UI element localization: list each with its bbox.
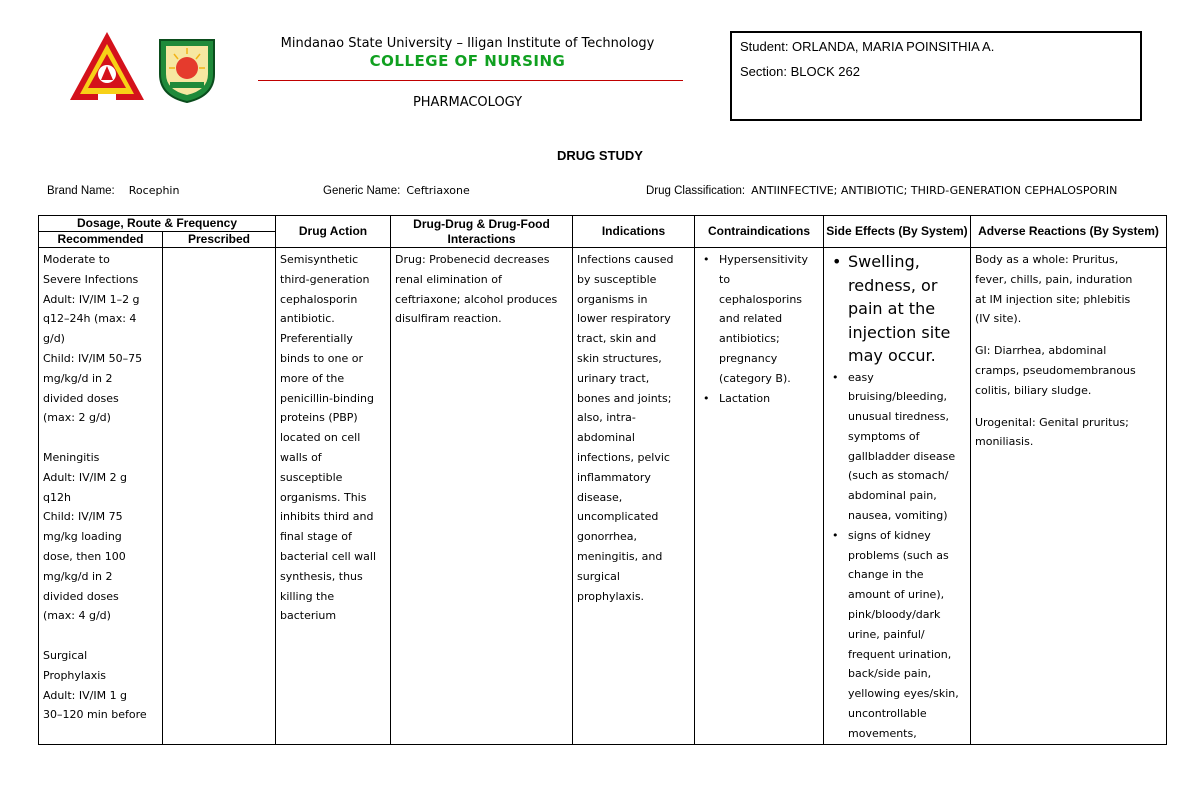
dose-group-surgical-prophylaxis [43, 646, 158, 725]
cell-recommended [39, 248, 163, 745]
student-name: Student: ORLANDA, MARIA POINSITHIA A. [740, 39, 995, 54]
student-info-box [730, 31, 1142, 121]
text-line: Moderate to [43, 253, 110, 266]
text-line: at IM injection site; phlebitis [975, 292, 1131, 306]
text-line: injection site [848, 322, 951, 342]
text-line: and related [719, 312, 783, 326]
subject-title: PHARMACOLOGY [412, 95, 523, 110]
text-line: (max: 4 g/d) [43, 609, 111, 623]
text-line: mg/kg/d in 2 [43, 371, 113, 385]
text-line: (IV site). [975, 312, 1022, 326]
header-interactions: Drug-Drug & Drug-Food Interactions [391, 216, 573, 248]
university-name: Mindanao State University – Iligan Institute of Technology [280, 36, 655, 51]
brand-label: Brand Name: [47, 185, 115, 197]
college-name: COLLEGE OF NURSING [369, 52, 566, 70]
header-contraindications: Contraindications [695, 216, 824, 248]
side-effect-injection-site [828, 250, 966, 368]
text-line: Prophylaxis [43, 668, 107, 682]
text-line: Severe Infections [43, 272, 139, 286]
adverse-gi [975, 341, 1162, 400]
text-line: change in the [848, 568, 924, 582]
text-line: bacterial cell wall [280, 549, 376, 563]
cell-side-effects [824, 248, 971, 745]
header-side-effects: Side Effects (By System) [824, 216, 971, 248]
text-line: pregnancy [719, 351, 778, 365]
class-value: ANTIINFECTIVE; ANTIBIOTIC; THIRD-GENERATION CEPHALOSPORIN [751, 184, 1118, 197]
text-line: divided doses [43, 391, 119, 405]
text-line: pink/bloody/dark [848, 608, 941, 622]
text-line: Child: IV/IM 50–75 [43, 351, 143, 365]
text-line: g/d) [43, 332, 65, 346]
text-line: problems (such as [848, 548, 949, 562]
text-line: lower respiratory [577, 312, 671, 326]
text-line: cramps, pseudomembranous [975, 363, 1136, 377]
text-line: Drug: Probenecid decreases [395, 253, 550, 266]
text-line: (max: 2 g/d) [43, 411, 111, 425]
text-line: Child: IV/IM 75 [43, 510, 123, 524]
msu-iit-logo [68, 30, 146, 104]
header-recommended: Recommended [39, 232, 163, 248]
text-line: (such as stomach/ [848, 469, 949, 483]
text-line: Adult: IV/IM 1–2 g [43, 292, 140, 306]
text-line: inhibits third and [280, 510, 374, 524]
text-line: uncomplicated [577, 510, 659, 524]
text-line: mg/kg loading [43, 530, 122, 544]
drug-classification [646, 184, 1117, 197]
text-line: divided doses [43, 589, 119, 603]
student-section: Section: BLOCK 262 [740, 64, 860, 79]
text-line: synthesis, thus [280, 569, 363, 583]
header-indications: Indications [573, 216, 695, 248]
side-effect-bleeding [828, 368, 966, 526]
text-line: walls of [280, 450, 322, 464]
text-line: Urogenital: Genital pruritus; [975, 415, 1129, 429]
text-line: mg/kg/d in 2 [43, 569, 113, 583]
text-line: bruising/bleeding, [848, 390, 948, 404]
text-line: fever, chills, pain, induration [975, 272, 1133, 286]
text-line: Adult: IV/IM 2 g [43, 470, 128, 484]
text-line: movements, [848, 726, 917, 740]
text-line: organisms in [577, 292, 648, 306]
brand-value: Rocephin [128, 184, 180, 197]
text-line: symptoms of [848, 429, 920, 443]
text-line: nausea, vomiting) [848, 509, 948, 523]
text-line: proteins (PBP) [280, 411, 358, 425]
text-line: Body as a whole: Pruritus, [975, 253, 1119, 266]
text-line: inflammatory [577, 470, 651, 484]
text-line: renal elimination of [395, 272, 502, 286]
text-line: amount of urine), [848, 588, 945, 602]
text-line: by susceptible [577, 272, 657, 286]
text-line: q12–24h (max: 4 [43, 312, 137, 326]
text-line: uncontrollable [848, 707, 927, 721]
text-line: organisms. This [280, 490, 367, 504]
text-line: moniliasis. [975, 435, 1034, 449]
text-line: cephalosporins [719, 292, 803, 306]
header-adverse-reactions: Adverse Reactions (By System) [971, 216, 1167, 248]
text-line: Preferentially [280, 332, 353, 346]
text-line: infections, pelvic [577, 450, 670, 464]
header-drug-action: Drug Action [276, 216, 391, 248]
text-line: surgical [577, 569, 620, 583]
text-line: final stage of [280, 530, 352, 544]
text-line: colitis, biliary sludge. [975, 383, 1092, 397]
cell-contraindications [695, 248, 824, 745]
text-line: abdominal [577, 431, 635, 445]
text-line: meningitis, and [577, 549, 663, 563]
adverse-urogenital [975, 413, 1162, 453]
contraindication-item [699, 250, 819, 389]
header-rule [258, 80, 683, 81]
text-line: located on cell [280, 431, 361, 445]
cell-indications [573, 248, 695, 745]
text-line: dose, then 100 [43, 549, 126, 563]
text-line: GI: Diarrhea, abdominal [975, 344, 1107, 358]
text-line: susceptible [280, 470, 343, 484]
text-line: Semisynthetic [280, 253, 359, 266]
text-line: Adult: IV/IM 1 g [43, 688, 128, 702]
text-line: skin structures, [577, 351, 662, 365]
header-dosage: Dosage, Route & Frequency [39, 216, 276, 232]
text-line: • easy [848, 370, 874, 384]
text-line: unusual tiredness, [848, 410, 950, 424]
text-line: ceftriaxone; alcohol produces [395, 292, 558, 306]
text-line: Meningitis [43, 450, 100, 464]
text-line: killing the [280, 589, 335, 603]
cell-interactions [391, 248, 573, 745]
text-line: (category B). [719, 371, 791, 385]
text-line: • signs of kidney [848, 528, 931, 542]
dose-group-severe-infections [43, 250, 158, 428]
text-line: penicillin-binding [280, 391, 374, 405]
generic-value: Ceftriaxone [406, 184, 470, 197]
text-line: binds to one or [280, 351, 363, 365]
text-line: frequent urination, [848, 647, 952, 661]
text-line: • Hypersensitivity [719, 253, 809, 266]
text-line: third-generation [280, 272, 370, 286]
text-line: disease, [577, 490, 623, 504]
text-line: disulfiram reaction. [395, 312, 502, 326]
adverse-body-as-whole [975, 250, 1162, 329]
text-line: q12h [43, 490, 71, 504]
generic-label: Generic Name: [323, 185, 401, 197]
contraindication-item [699, 389, 819, 409]
text-line: more of the [280, 371, 345, 385]
text-line: to [719, 272, 731, 286]
text-line: • Lactation [719, 391, 771, 405]
brand-name [47, 184, 179, 197]
side-effect-kidney [828, 526, 966, 744]
text-line: urine, painful/ [848, 627, 925, 641]
text-line: also, intra- [577, 411, 636, 425]
generic-name [323, 184, 470, 197]
text-line: redness, or [848, 275, 938, 295]
dose-group-meningitis [43, 448, 158, 626]
text-line: • Swelling, [848, 252, 920, 271]
text-line: may occur. [848, 346, 936, 365]
text-line: prophylaxis. [577, 589, 645, 603]
class-label: Drug Classification: [646, 185, 746, 197]
cell-drug-action [276, 248, 391, 745]
text-line: 30–120 min before [43, 708, 147, 722]
header-prescribed: Prescribed [163, 232, 276, 248]
cell-prescribed [163, 248, 276, 745]
drug-study-table [38, 215, 1167, 745]
text-line: pain at the [848, 299, 936, 318]
text-line: cephalosporin [280, 292, 358, 306]
cell-adverse-reactions [971, 248, 1167, 745]
text-line: back/side pain, [848, 667, 932, 681]
college-of-nursing-seal [156, 34, 218, 104]
document-title: DRUG STUDY [557, 148, 643, 163]
text-line: tract, skin and [577, 332, 657, 346]
text-line: Infections caused [577, 253, 674, 266]
text-line: gallbladder disease [848, 449, 956, 463]
text-line: gonorrhea, [577, 530, 638, 544]
text-line: abdominal pain, [848, 489, 937, 503]
text-line: antibiotic. [280, 312, 335, 326]
text-line: Surgical [43, 648, 88, 662]
text-line: bacterium [280, 609, 337, 623]
text-line: yellowing eyes/skin, [848, 687, 959, 701]
text-line: antibiotics; [719, 332, 780, 346]
text-line: bones and joints; [577, 391, 672, 405]
text-line: urinary tract, [577, 371, 650, 385]
